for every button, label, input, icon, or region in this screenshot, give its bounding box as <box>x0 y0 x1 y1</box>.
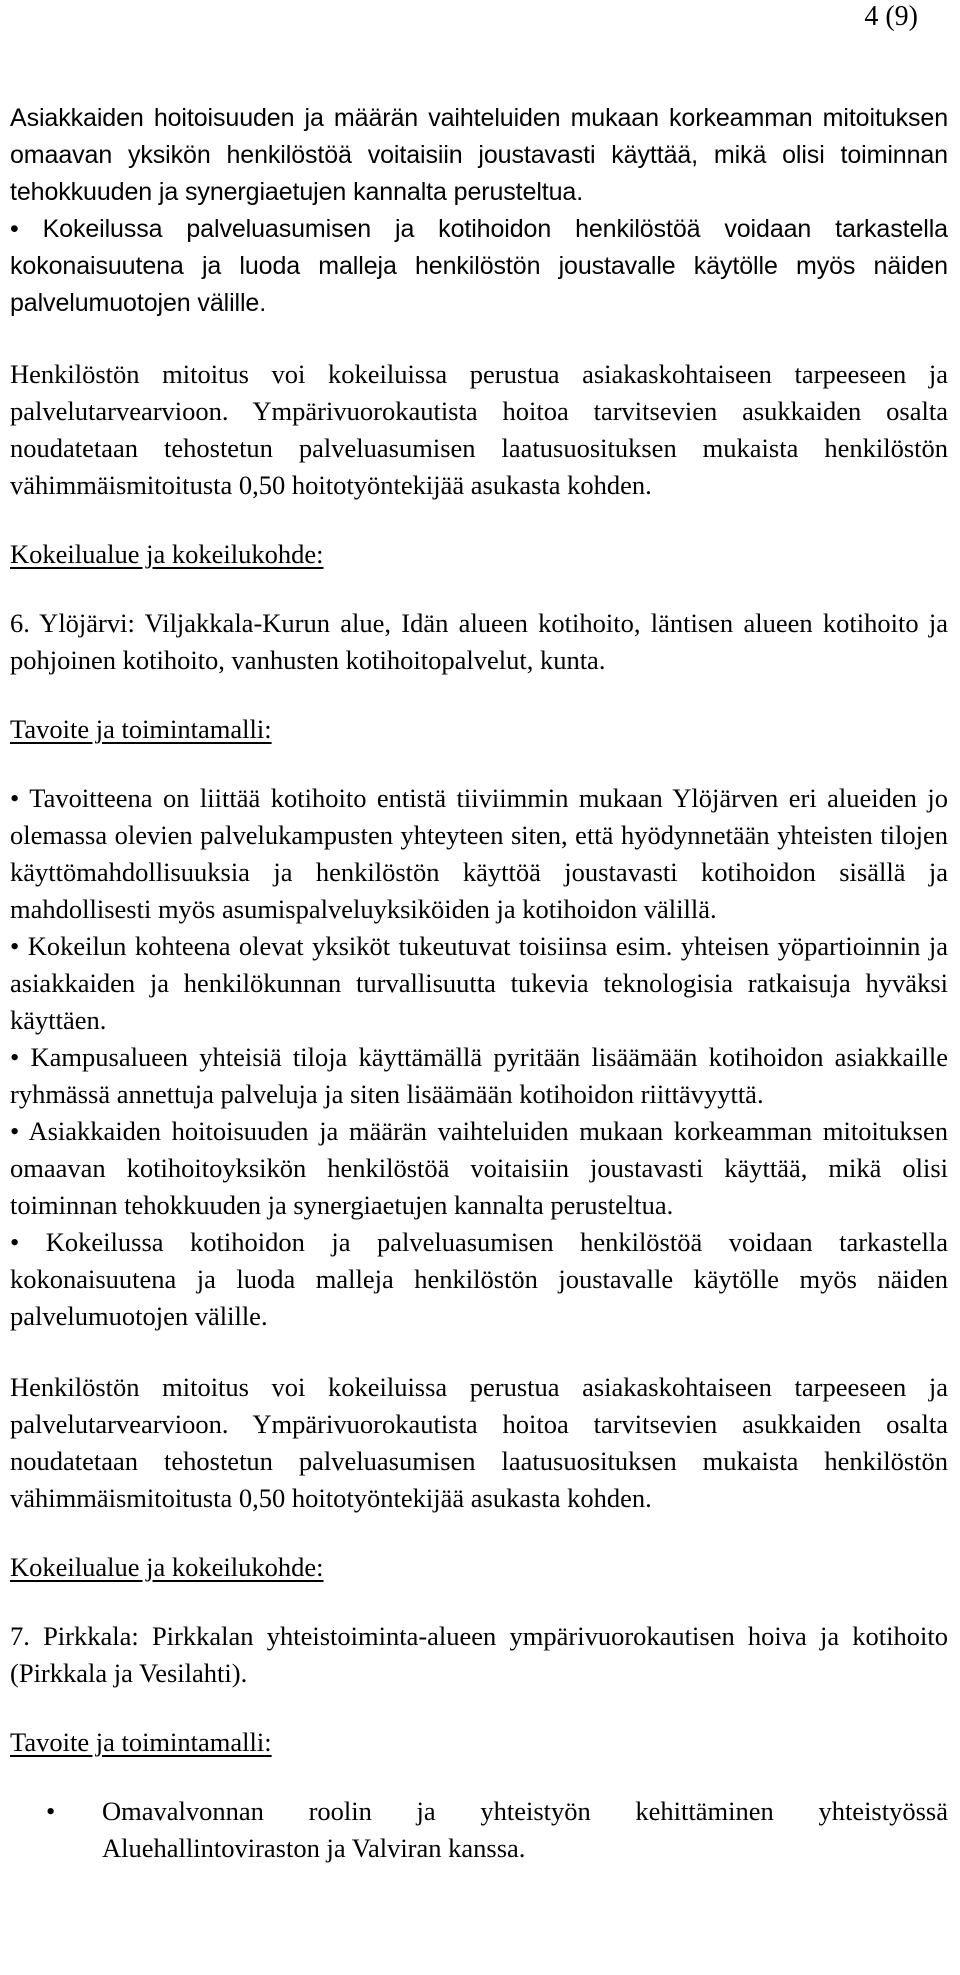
goal-bullet: Omavalvonnan roolin ja yhteistyön kehittäminen yhteistyössä Aluehallintoviraston ja Valviran kanssa. <box>102 1796 948 1863</box>
goal-bullet: • Kokeilussa kotihoidon ja palveluasumisen henkilöstöä voidaan tarkastella kokonaisuutena ja luoda malleja henkilöstön joustavalle käytölle myös näiden palvelumuotojen välille. <box>10 1227 948 1331</box>
area-description: 6. Ylöjärvi: Viljakkala-Kurun alue, Idän alueen kotihoito, läntisen alueen kotihoito ja pohjoinen kotihoito, vanhusten kotihoitopalvelut, kunta. <box>10 608 948 675</box>
page-content <box>10 100 948 1867</box>
goal-bullet: • Kokeilun kohteena olevat yksiköt tukeutuvat toisiinsa esim. yhteisen yöpartioinnin ja asiakkaiden ja henkilökunnan turvallisuutta tukevia teknologisia ratkaisuja hyväksi käyttäen. <box>10 931 948 1035</box>
area-heading: Kokeilualue ja kokeilukohde: <box>10 539 324 569</box>
area-description: 7. Pirkkala: Pirkkalan yhteistoiminta-alueen ympärivuorokautisen hoiva ja kotihoito (Pirkkala ja Vesilahti). <box>10 1621 948 1688</box>
intro-bullet: • Kokeilussa palveluasumisen ja kotihoidon henkilöstöä voidaan tarkastella kokonaisuutena ja luoda malleja henkilöstön joustavalle käytölle myös näiden palvelumuotojen välille. <box>10 215 948 317</box>
intro-paragraph: Asiakkaiden hoitoisuuden ja määrän vaihteluiden mukaan korkeamman mitoituksen omaavan yksikön henkilöstöä voitaisiin joustavasti käyttää, mikä olisi toiminnan tehokkuuden ja synergiaetujen kannalta perusteltua. <box>10 104 948 206</box>
area-heading: Kokeilualue ja kokeilukohde: <box>10 1552 324 1582</box>
goal-heading: Tavoite ja toimintamalli: <box>10 1727 272 1757</box>
goal-bullet-item <box>10 1793 948 1867</box>
bullet-symbol: • <box>46 1796 56 1826</box>
staffing-paragraph: Henkilöstön mitoitus voi kokeiluissa perustua asiakaskohtaiseen tarpeeseen ja palvelutarvearvioon. Ympärivuorokautista hoitoa tarvitsevien asukkaiden osalta noudatetaan tehostetun palveluasumisen laatusuosituksen mukaista henkilöstön vähimmäismitoitusta 0,50 hoitotyöntekijää asukasta kohden. <box>10 1372 948 1513</box>
staffing-paragraph: Henkilöstön mitoitus voi kokeiluissa perustua asiakaskohtaiseen tarpeeseen ja palvelutarvearvioon. Ympärivuorokautista hoitoa tarvitsevien asukkaiden osalta noudatetaan tehostetun palveluasumisen laatusuosituksen mukaista henkilöstön vähimmäismitoitusta 0,50 hoitotyöntekijää asukasta kohden. <box>10 359 948 500</box>
goal-bullet: • Asiakkaiden hoitoisuuden ja määrän vaihteluiden mukaan korkeamman mitoituksen omaavan kotihoitoyksikön henkilöstöä voitaisiin joustavasti käyttää, mikä olisi toiminnan tehokkuuden ja synergiaetujen kannalta perusteltua. <box>10 1116 948 1220</box>
goal-heading: Tavoite ja toimintamalli: <box>10 714 272 744</box>
goal-bullet: • Kampusalueen yhteisiä tiloja käyttämällä pyritään lisäämään kotihoidon asiakkaille ryhmässä annettuja palveluja ja siten lisäämään kotihoidon riittävyyttä. <box>10 1042 948 1109</box>
page-number: 4 (9) <box>864 1 918 32</box>
goal-bullet: • Tavoitteena on liittää kotihoito entistä tiiviimmin mukaan Ylöjärven eri alueiden jo olemassa olevien palvelukampusten yhteyteen siten, että hyödynnetään yhteisten tilojen käyttömahdollisuuksia ja henkilöstön käyttöä joustavasti kotihoidon sisällä ja mahdollisesti myös asumispalveluyksiköiden ja kotihoidon välillä. <box>10 783 948 924</box>
